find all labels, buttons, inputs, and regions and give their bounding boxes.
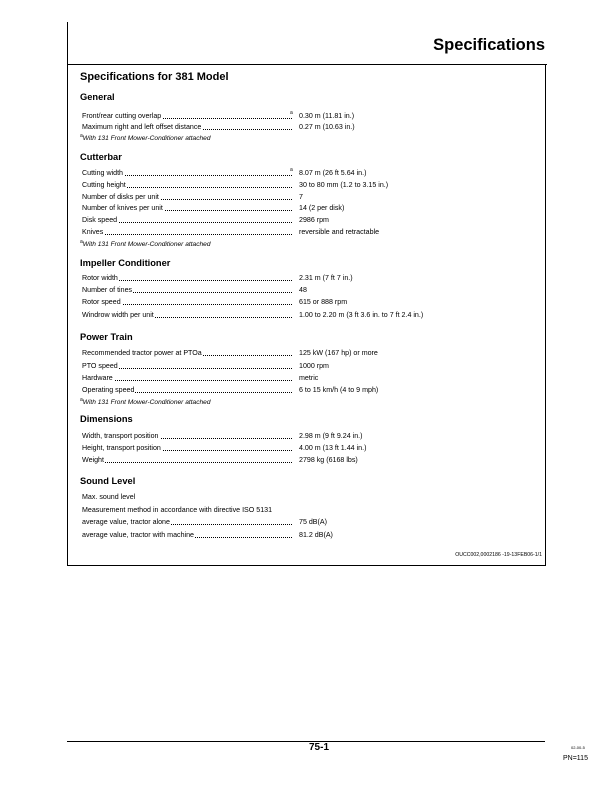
spec-value: 48	[299, 286, 307, 294]
footnote-marker: a	[290, 167, 293, 173]
spec-label: Rotor width	[82, 274, 118, 282]
spec-value: 2986 rpm	[299, 216, 329, 224]
spec-value: 1000 rpm	[299, 362, 329, 370]
footnote	[80, 397, 211, 406]
spec-value: 125 kW (167 hp) or more	[299, 349, 378, 357]
spec-value: reversible and retractable	[299, 228, 380, 236]
spec-label: PTO speed	[82, 362, 118, 370]
spec-value: 1.00 to 2.20 m (3 ft 3.6 in. to 7 ft 2.4 in.)	[299, 311, 424, 319]
spec-value: 2.31 m (7 ft 7 in.)	[299, 274, 353, 282]
footnote-text: With 131 Front Mower-Conditioner attached	[82, 399, 211, 407]
footnote-mark: a	[80, 397, 83, 403]
spec-value: 7	[299, 193, 303, 201]
spec-label: Cutting width	[82, 169, 124, 177]
spec-value: 30 to 80 mm (1.2 to 3.15 in.)	[299, 181, 389, 189]
group-title-sound-level: Sound Level	[80, 476, 136, 486]
spec-label: Recommended tractor power at PTOa	[82, 349, 202, 357]
spec-value: 0.30 m (11.81 in.)	[299, 112, 355, 120]
group-title-cutterbar: Cutterbar	[80, 152, 122, 162]
spec-value: 2798 kg (6168 lbs)	[299, 456, 358, 464]
footnote-mark: a	[80, 239, 83, 245]
section-heading: Specifications for 381 Model	[80, 71, 229, 83]
spec-value: 8.07 m (26 ft 5.64 in.)	[299, 169, 367, 177]
spec-label: Number of tines	[82, 286, 133, 294]
footer-code: 02-00-5	[571, 745, 585, 750]
footnote-text: With 131 Front Mower-Conditioner attached	[82, 241, 211, 249]
sound-line: Measurement method in accordance with directive ISO 5131	[82, 506, 273, 514]
group-title-general: General	[80, 92, 115, 102]
spec-label: Knives	[82, 228, 104, 236]
page-title: Specifications	[433, 36, 545, 54]
spec-label: average value, tractor alone	[82, 518, 170, 526]
pn-number: PN=115	[563, 755, 588, 762]
spec-label: Disk speed	[82, 216, 118, 224]
spec-label: Front/rear cutting overlap	[82, 112, 162, 120]
spec-label: Operating speed	[82, 386, 135, 394]
spec-value: 0.27 m (10.63 in.)	[299, 123, 355, 131]
spec-label: Windrow width per unit	[82, 311, 154, 319]
group-title-impeller-conditioner: Impeller Conditioner	[80, 258, 171, 268]
spec-value: 2.98 m (9 ft 9.24 in.)	[299, 432, 363, 440]
spec-label: Cutting height	[82, 181, 126, 189]
document-code: OUCC002,0002186 -19-13FEB06-1/1	[455, 552, 542, 558]
spec-value: metric	[299, 374, 319, 382]
spec-label: Width, transport position	[82, 432, 159, 440]
footnote	[80, 133, 211, 142]
spec-label: average value, tractor with machine	[82, 531, 194, 539]
spec-label: Weight	[82, 456, 104, 464]
spec-label: Number of disks per unit	[82, 193, 159, 201]
spec-label: Hardware	[82, 374, 113, 382]
spec-value: 75 dB(A)	[299, 518, 327, 526]
spec-label: Rotor speed	[82, 298, 121, 306]
footnote-marker: a	[290, 110, 293, 116]
group-title-dimensions: Dimensions	[80, 414, 133, 424]
group-title-power-train: Power Train	[80, 332, 133, 342]
footer-rule	[67, 741, 545, 742]
spec-value: 14 (2 per disk)	[299, 204, 345, 212]
footnote-mark: a	[80, 133, 83, 139]
spec-value: 81.2 dB(A)	[299, 531, 333, 539]
spec-value: 615 or 888 rpm	[299, 298, 348, 306]
footnote	[80, 239, 211, 248]
spec-value: 6 to 15 km/h (4 to 9 mph)	[299, 386, 379, 394]
spec-label: Maximum right and left offset distance	[82, 123, 202, 131]
spec-label: Height, transport position	[82, 444, 161, 452]
sound-line: Max. sound level	[82, 493, 136, 501]
spec-label: Number of knives per unit	[82, 204, 163, 212]
spec-value: 4.00 m (13 ft 1.44 in.)	[299, 444, 367, 452]
page-number: 75-1	[309, 742, 330, 753]
footnote-text: With 131 Front Mower-Conditioner attached	[82, 135, 211, 143]
